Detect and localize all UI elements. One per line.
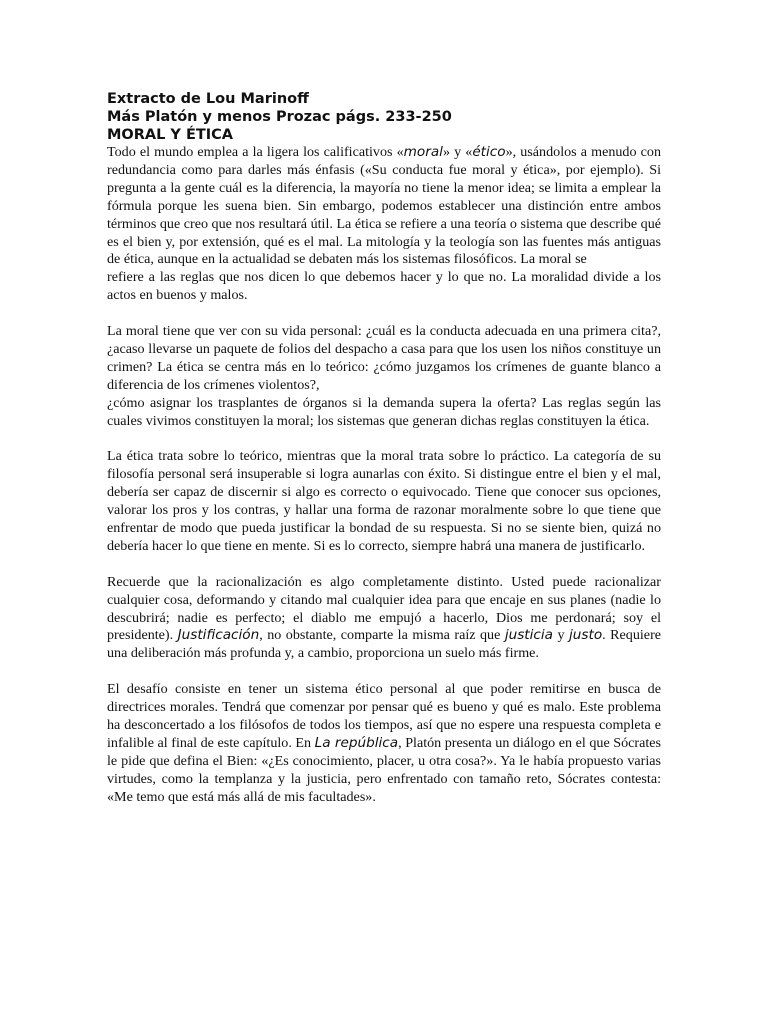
italic-etico: ético	[472, 144, 506, 160]
italic-moral: moral	[403, 144, 443, 160]
paragraph-2: La moral tiene que ver con su vida personal: ¿cuál es la conducta adecuada en una primera cita?, ¿acaso llevarse un paquete de folios del despacho a casa para que los usen los niños constituye un crimen? La ética se centra más en lo teórico: ¿cómo juzgamos los crímenes de guante blanco a diferencia de los crímenes violentos?,	[107, 323, 661, 393]
italic-justificacion: Justificación	[177, 627, 260, 644]
paragraph-5-text-a: El desafío consiste en tener un sistema ético personal al que poder remitirse en busca de directrices morales. Tendrá que comenzar por pensar qué es bueno y qué es malo. Este problema ha desconcertado a los filósofos de todos los tiempos, así que no espere una respuesta completa e infalible al final de este capítulo. En	[107, 681, 661, 751]
italic-justo: justo	[569, 627, 603, 644]
paragraph-1-continuation: refiere a las reglas que nos dicen lo que debemos hacer y lo que no. La moralidad divide a los actos en buenos y malos.	[107, 269, 661, 304]
italic-justicia: justicia	[504, 627, 553, 644]
paragraph-4-text-c: y	[553, 627, 570, 644]
paragraph-5	[107, 681, 661, 806]
paragraph-1-text-c: », usándolos a menudo con redundancia como para darles más énfasis («Su conducta fue moral y ética», por ejemplo). Si pregunta a la gente cuál es la diferencia, la mayoría no tiene la menor idea; se limita a emplear la fórmula porque les suena bien. Sin embargo, podemos establecer una distinción entre ambos términos que creo que nos resultará útil. La ética se refiere a una teoría o sistema que describe qué es el bien y, por extensión, qué es el mal. La mitología y la teología son las fuentes más antiguas de ética, aunque en la actualidad se debaten más los sistemas filosóficos. La moral se	[107, 144, 661, 268]
paragraph-3: La ética trata sobre lo teórico, mientras que la moral trata sobre lo práctico. La categoría de su filosofía personal será insuperable si logra aunarlas con éxito. Si distingue entre el bien y el mal, debería ser capaz de discernir si algo es correcto o equivocado. Tiene que conocer sus opciones, valorar los pros y los contras, y hallar una forma de razonar moralmente sobre lo que tiene que enfrentar de modo que pueda justificar la bondad de su respuesta. Si no se siente bien, quizá no debería hacer lo que tiene en mente. Si es lo correcto, siempre habrá una manera de justificarlo.	[107, 448, 661, 554]
book-reference: Más Platón y menos Prozac págs. 233-250	[107, 109, 452, 125]
paragraph-4-text-b: , no obstante, comparte la misma raíz que	[259, 627, 505, 644]
paragraph-spacer	[107, 663, 661, 681]
paragraph-2-continuation: ¿cómo asignar los trasplantes de órganos si la demanda supera la oferta? Las reglas según las cuales vivimos constituyen la moral; los sistemas que generan dichas reglas constituyen la ética.	[107, 394, 661, 429]
paragraph-1	[107, 144, 661, 269]
paragraph-1-text-a: Todo el mundo emplea a la ligera los calificativos «	[107, 144, 404, 160]
paragraph-4-text-d: . Requiere una deliberación más profunda y, a cambio, proporciona un suelo más firme.	[107, 627, 662, 662]
section-title: MORAL Y ÉTICA	[107, 127, 234, 143]
paragraph-4	[107, 574, 661, 664]
document-header	[107, 90, 661, 144]
paragraph-spacer	[107, 305, 661, 323]
paragraph-spacer	[107, 430, 661, 448]
source-title: Extracto de Lou Marinoff	[107, 91, 309, 107]
italic-la-republica: La república	[314, 734, 399, 751]
paragraph-5-text-b: , Platón presenta un diálogo en el que Sócrates le pide que defina el Bien: «¿Es conocimiento, placer, u otra cosa?». Ya le había propuesto varias virtudes, como la templanza y la justicia, pero enfrentado con tamaño reto, Sócrates contesta: «Me temo que está más allá de mis facultades».	[107, 734, 661, 805]
paragraph-1-text-b: » y «	[442, 144, 473, 160]
document-page	[107, 90, 661, 806]
paragraph-4-text-a: Recuerde que la racionalización es algo completamente distinto. Usted puede racionalizar cualquier cosa, deformando y citando mal cualquier idea para que encaje en sus planes (nadie lo descubrirá; nadie es perfecto; el diablo me empujó a hacerlo, Dios me perdonará; soy el presidente).	[107, 573, 661, 644]
paragraph-spacer	[107, 556, 661, 574]
